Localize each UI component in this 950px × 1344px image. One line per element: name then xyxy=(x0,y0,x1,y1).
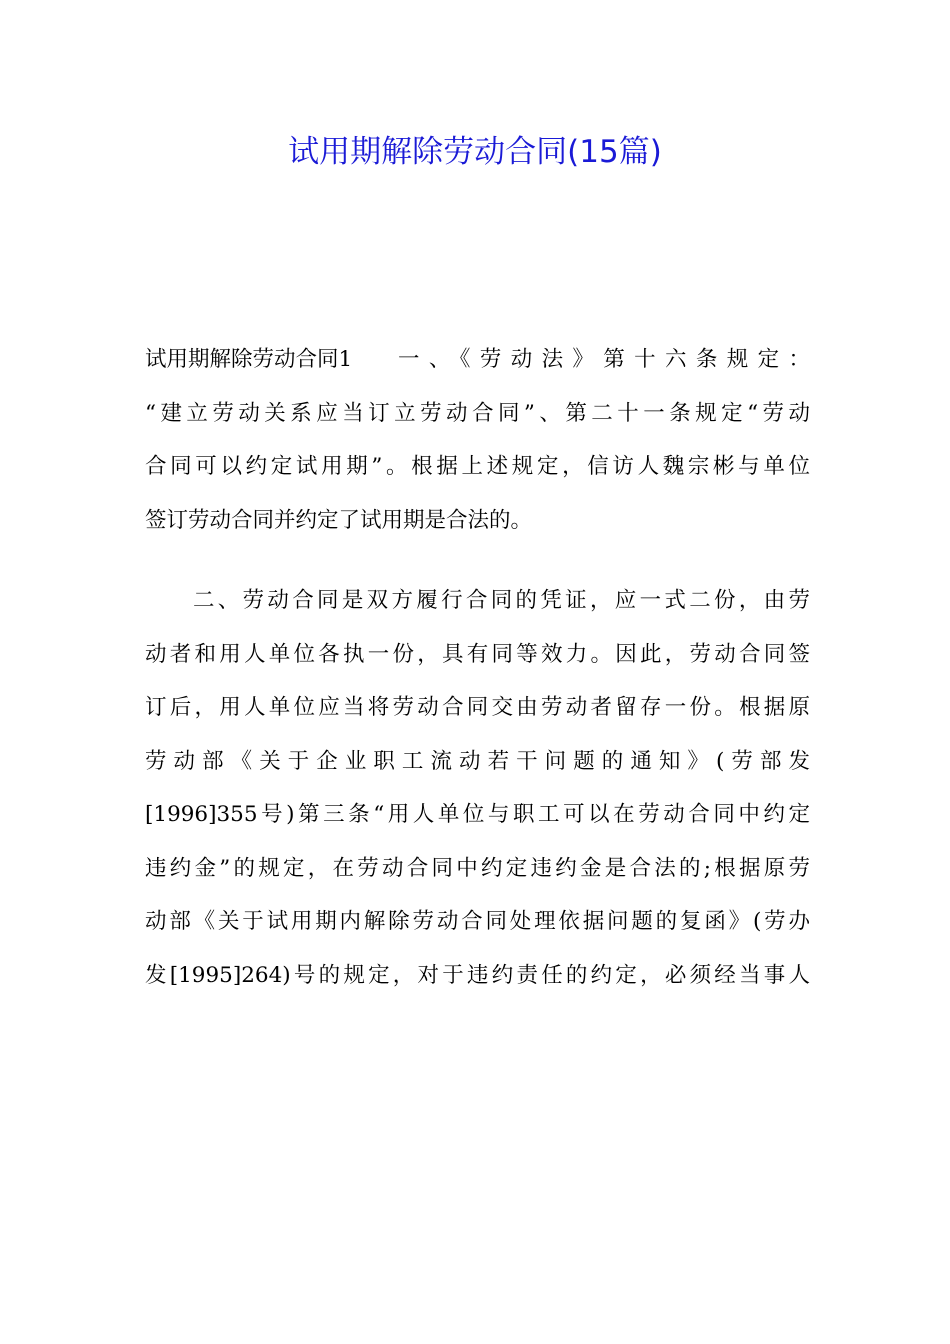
paragraph-1-first-line xyxy=(145,338,810,392)
paragraph-line: 合同可以约定试用期”。根据上述规定，信访人魏宗彬与单位 xyxy=(145,454,810,479)
paragraph-line: 订后，用人单位应当将劳动合同交由劳动者留存一份。根据原 xyxy=(145,695,810,720)
paragraph-line: 二、劳动合同是双方履行合同的凭证，应一式二份，由劳 xyxy=(193,588,810,613)
paragraph-text: 一、《劳动法》第十六条规定： xyxy=(398,347,810,372)
section-heading: 试用期解除劳动合同1 xyxy=(145,347,353,372)
paragraph-line: 动部《关于试用期内解除劳动合同处理依据问题的复函》(劳办 xyxy=(145,909,810,934)
paragraph-line: 发[1995]264)号的规定，对于违约责任的约定，必须经当事人 xyxy=(145,962,810,988)
document-title: 试用期解除劳动合同(15篇) xyxy=(288,134,662,170)
paragraph-line: 签订劳动合同并约定了试用期是合法的。 xyxy=(145,507,533,533)
paragraph-line: 违约金”的规定，在劳动合同中约定违约金是合法的;根据原劳 xyxy=(145,855,810,881)
paragraph-line: “建立劳动关系应当订立劳动合同”、第二十一条规定“劳动 xyxy=(145,400,810,426)
document-body xyxy=(145,338,810,1007)
paragraph-line: 动者和用人单位各执一份，具有同等效力。因此，劳动合同签 xyxy=(145,641,810,667)
paragraph-line: [1996]355号)第三条“用人单位与职工可以在劳动合同中约定 xyxy=(145,802,810,827)
paragraph-spacer xyxy=(145,552,810,579)
paragraph-line: 劳动部《关于企业职工流动若干问题的通知》(劳部发 xyxy=(145,748,810,774)
